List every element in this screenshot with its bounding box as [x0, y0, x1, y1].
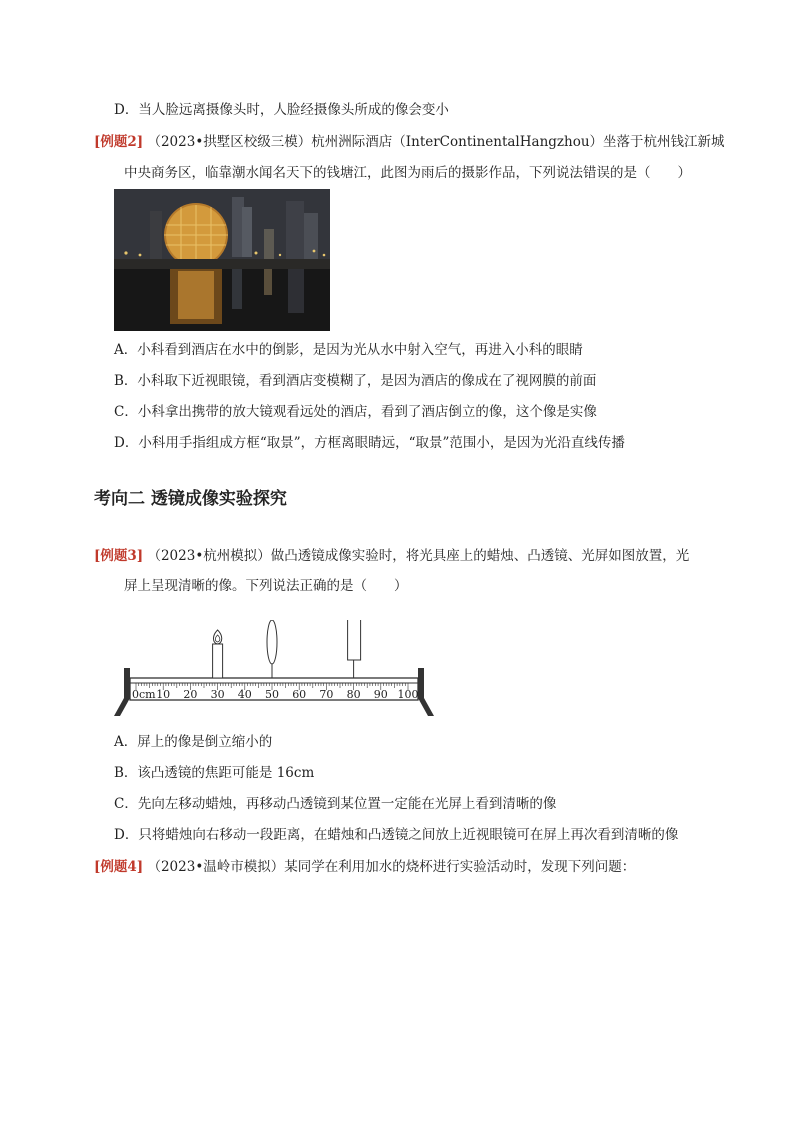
example3-option-d: D．只将蜡烛向右移动一段距离，在蜡烛和凸透镜之间放上近视眼镜可在屏上再次看到清晰的像	[114, 827, 679, 843]
bench-objects	[213, 620, 361, 678]
candle-body	[213, 644, 223, 678]
scale-label: 20	[183, 688, 198, 701]
example2-heading	[94, 133, 725, 151]
example2-line1: （2023•拱墅区校级三模）杭州洲际酒店（InterContinentalHangzhou）坐落于杭州钱江新城	[147, 134, 725, 150]
example2-option-a: A．小科看到酒店在水中的倒影，是因为光从水中射入空气，再进入小科的眼睛	[114, 342, 583, 358]
light-screen	[348, 620, 361, 660]
example2-option-d: D．小科用手指组成方框“取景”，方框离眼睛远，“取景”范围小，是因为光沿直线传播	[114, 435, 625, 451]
scale-label: 10	[156, 688, 171, 701]
optical-bench-diagram	[112, 620, 442, 724]
example3-option-c: C．先向左移动蜡烛，再移动凸透镜到某位置一定能在光屏上看到清晰的像	[114, 796, 557, 812]
right-bench-stand	[418, 668, 434, 716]
optical-bench-svg	[112, 620, 442, 720]
hotel-night-photo	[114, 189, 330, 331]
scale-label: 70	[319, 688, 334, 701]
scale-label: 60	[292, 688, 307, 701]
section-title: 考向二 透镜成像实验探究	[94, 489, 287, 509]
scale-label: 50	[265, 688, 279, 701]
example3-option-a: A．屏上的像是倒立缩小的	[114, 734, 273, 750]
convex-lens	[267, 620, 277, 664]
example2-option-c: C．小科拿出携带的放大镜观看远处的酒店，看到了酒店倒立的像，这个像是实像	[114, 404, 597, 420]
example4-line1: （2023•温岭市模拟）某同学在利用加水的烧杯进行实验活动时，发现下列问题：	[147, 859, 636, 875]
example3-option-b: B．该凸透镜的焦距可能是 16cm	[114, 765, 315, 781]
example3-line1: （2023•杭州模拟）做凸透镜成像实验时，将光具座上的蜡烛、凸透镜、光屏如图放置，光	[147, 548, 690, 564]
example3-tag: [例题3]	[94, 548, 144, 564]
scale-label: 0cm	[132, 688, 156, 701]
example3-line2: 屏上呈现清晰的像。下列说法正确的是（ ）	[124, 578, 408, 594]
left-bench-stand	[114, 668, 130, 716]
scale-label: 80	[346, 688, 361, 701]
example4-tag: [例题4]	[94, 859, 144, 875]
scale-label: 100	[397, 688, 419, 701]
q1-option-d: D．当人脸远离摄像头时，人脸经摄像头所成的像会变小	[114, 102, 449, 118]
example2-tag: [例题2]	[94, 134, 144, 150]
scale-label: 40	[237, 688, 252, 701]
example2-option-b: B．小科取下近视眼镜，看到酒店变模糊了，是因为酒店的像成在了视网膜的前面	[114, 373, 597, 389]
example2-line2: 中央商务区，临靠潮水闻名天下的钱塘江，此图为雨后的摄影作品，下列说法错误的是（ ）	[124, 165, 691, 181]
example4-heading	[94, 858, 635, 876]
scale-label: 30	[210, 688, 225, 701]
example3-heading	[94, 547, 689, 565]
scale-label: 90	[373, 688, 388, 701]
hotel-photo-drawing	[114, 189, 330, 331]
